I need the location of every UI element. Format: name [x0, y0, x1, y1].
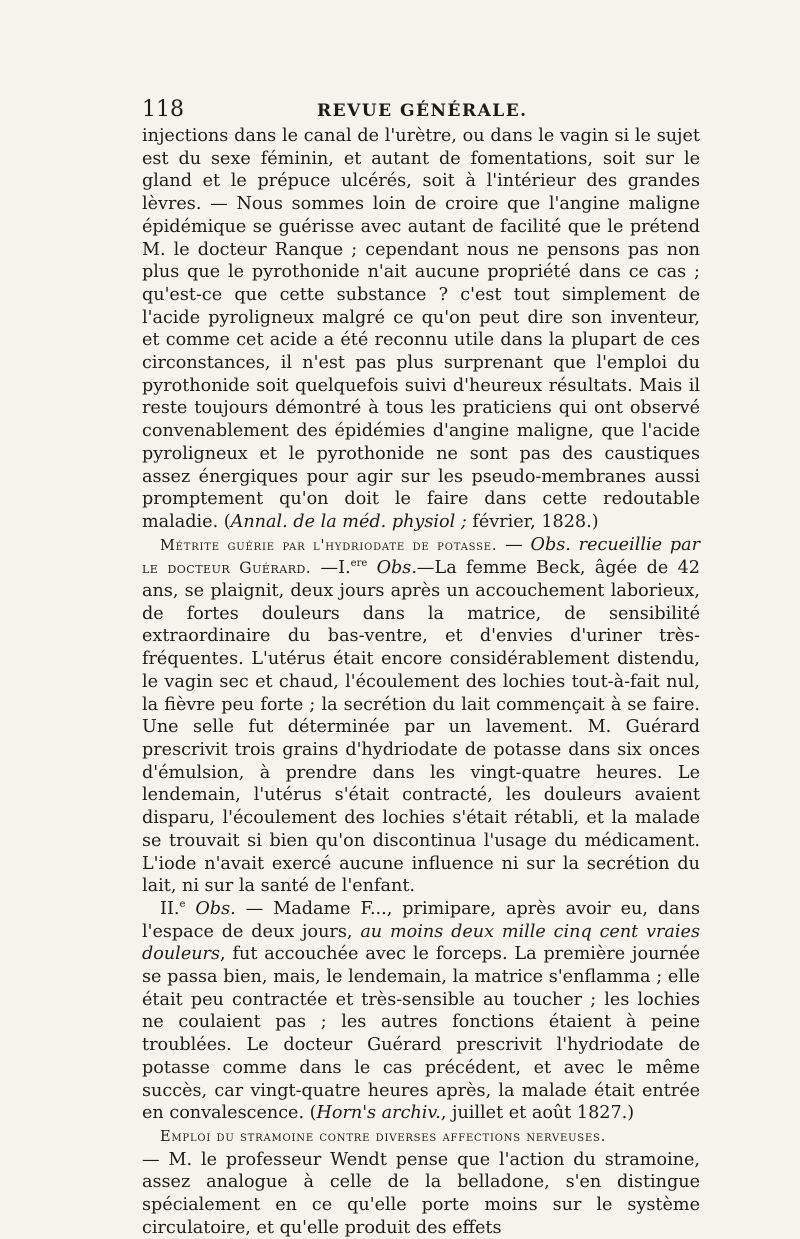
observation-number-sup: e: [179, 899, 186, 911]
paragraph-text: injections dans le canal de l'urètre, ou dans le vagin si le sujet est du sexe féminin, et autant de fomentations, soit sur le gland et le prépuce ulcérés, soit à l'intérieur des grandes lèvres. — Nous sommes loin de croire que l'angine maligne épidémique se guérisse avec autant de facilité que le prétend M. le docteur Ranque ; cependant nous ne pensons pas non plus que le pyrothonide n'ait aucune propriété dans ce cas ; qu'est-ce que cette substance ? c'est tout simplement de l'acide pyroligneux malgré ce qu'on peut dire son inventeur, et comme cet acide a été reconnu utile dans la plupart de ces circonstances, il n'est pas plus surprenant que l'emploi du pyrothonide soit quelquefois suivi d'heureux résultats. Mais il reste toujours démontré à tous les praticiens qui ont observé convenablement des épidémies d'angine maligne, que l'acide pyroligneux et le pyrothonide ne sont pas des caustiques assez énergiques pour agir sur les pseudo-membranes aussi promptement qu'on doit le faire dans cette redoutable maladie. (: [142, 126, 700, 532]
paragraph-text: — Madame F..., primipare, après avoir eu, dans l'espace de deux jours,: [142, 898, 700, 942]
body-text: [142, 125, 700, 1239]
section-heading: Emploi du stramoine contre diverses affections nerveuses.: [160, 1128, 607, 1145]
citation: Horn's archiv.: [316, 1103, 441, 1124]
paragraph-observation-2: [142, 898, 700, 1125]
paragraph-angine: [142, 125, 700, 534]
paragraph-stramoine-body: [142, 1149, 700, 1239]
paragraph-metrite: [142, 534, 700, 898]
paragraph-text: février, 1828.): [466, 511, 599, 532]
paragraph-text: —La femme Beck, âgée de 42 ans, se plaignit, deux jours après un accouchement laborieux, de fortes douleurs dans la matrice, de sensibilité extraordinaire du bas-ventre, et d'envies d'uriner très-fréquentes. L'utérus était encore considérablement distendu, le vagin sec et chaud, l'écoulement des lochies tout-à-fait nul, la fièvre peu forte ; la secrétion du lait commençait à se faire. Une selle fut déterminée par un lavement. M. Guérard prescrivit trois grains d'hydriodate de potasse dans six onces d'émulsion, à prendre dans les vingt-quatre heures. Le lendemain, l'utérus s'était contracté, les douleurs avaient disparu, l'écoulement des lochies s'était rétabli, et la malade se trouvait si bien qu'on discontinua l'usage du médicament. L'iode n'avait exercé aucune influence ni sur la secrétion du lait, ni sur la santé de l'enfant.: [142, 558, 700, 897]
observation-number: —I.: [311, 558, 351, 579]
observation-label: Obs.: [367, 558, 417, 579]
citation: Annal. de la méd. physiol ;: [230, 511, 467, 532]
observation-source: Obs. recueillie par: [530, 534, 700, 555]
page-number: 118: [142, 97, 184, 122]
observation-number: II.: [160, 898, 180, 919]
paragraph-stramoine: [142, 1125, 700, 1149]
page-header: [142, 95, 700, 125]
paragraph-text: , fut accouchée avec le forceps. La première journée se passa bien, mais, le lendemain, la matrice s'enflamma ; elle était peu contractée et très-sensible au toucher ; les lochies ne coulaient pas ; les autres fonctions étaient à peine troublées. Le docteur Guérard prescrivit l'hydriodate de potasse comme dans le cas précédent, et avec le même succès, car vingt-quatre heures après, la malade était entrée en convalescence. (: [142, 944, 700, 1124]
paragraph-text: — M. le professeur Wendt pense que l'action du stramoine, assez analogue à celle de la belladone, s'en distingue spécialement en ce qu'elle porte moins sur le système circulatoire, et qu'elle produit des effets: [142, 1149, 700, 1238]
observation-number-sup: ere: [350, 558, 368, 570]
observation-author: le docteur Guérard.: [142, 559, 312, 578]
heading-dash: —: [497, 534, 531, 555]
emphasis-text: au moins deux mille cinq cent vraies douleurs: [142, 921, 700, 965]
paragraph-text: , juillet et août 1827.): [440, 1103, 635, 1124]
section-heading: Métrite guérie par l'hydriodate de potasse.: [160, 537, 498, 554]
running-title: REVUE GÉNÉRALE.: [317, 101, 528, 121]
observation-label: Obs.: [185, 898, 236, 919]
